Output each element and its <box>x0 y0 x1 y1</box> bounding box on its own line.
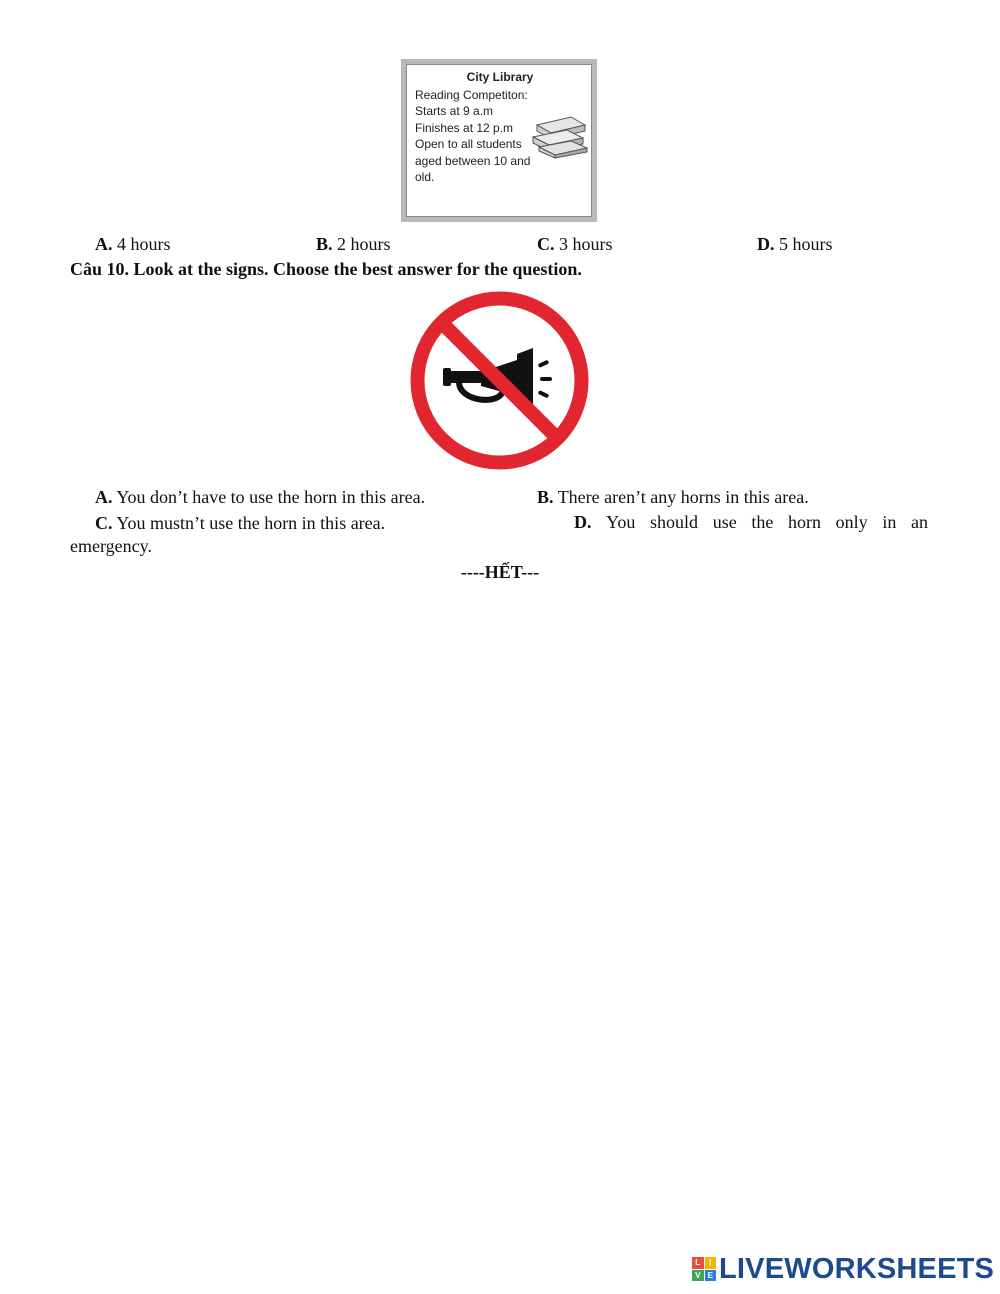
option-word: horn <box>788 512 821 532</box>
option-text: There aren’t any horns in this area. <box>553 487 809 507</box>
books-icon <box>531 113 589 159</box>
option-letter: D. <box>757 234 775 254</box>
option-letter: C. <box>95 513 113 533</box>
logo-text: LIVEWORKSHEETS <box>719 1252 995 1285</box>
q9-option-d <box>757 234 833 255</box>
option-word: should <box>650 512 699 532</box>
q9-option-a <box>95 234 171 255</box>
q10-option-d <box>574 512 928 533</box>
notice-line: Finishes at 12 p.m <box>415 120 514 135</box>
option-word: the <box>751 512 774 532</box>
option-text: You mustn’t use the horn in this area. <box>112 513 386 533</box>
option-word: an <box>911 512 928 532</box>
option-text: 5 hours <box>774 234 833 254</box>
end-mark: ----HẾT--- <box>460 562 540 582</box>
notice-title: City Library <box>466 70 534 84</box>
option-text: 3 hours <box>554 234 613 254</box>
q10-option-c <box>95 513 385 534</box>
option-letter: C. <box>537 234 555 254</box>
logo-mark-letter: E <box>705 1270 717 1282</box>
option-word: only <box>835 512 868 532</box>
notice-line: Starts at 9 a.m <box>415 104 494 118</box>
option-text: 4 hours <box>112 234 171 254</box>
liveworksheets-logo <box>692 1254 994 1284</box>
option-word: in <box>882 512 897 532</box>
library-notice-card <box>406 64 592 217</box>
no-horn-sign-icon <box>409 290 590 471</box>
option-text: 2 hours <box>332 234 391 254</box>
q10-option-b <box>537 487 809 508</box>
option-word: You <box>606 512 636 532</box>
logo-mark-icon <box>692 1257 716 1281</box>
logo-mark-letter: I <box>705 1257 717 1269</box>
q9-option-c <box>537 234 613 255</box>
option-letter: A. <box>95 487 113 507</box>
option-letter: A. <box>95 234 113 254</box>
notice-line: old. <box>415 170 435 184</box>
option-word: use <box>712 512 737 532</box>
option-text: You don’t have to use the horn in this area. <box>112 487 426 507</box>
option-letter: B. <box>537 487 554 507</box>
library-notice-image <box>401 59 597 222</box>
option-letter: B. <box>316 234 333 254</box>
notice-line: Reading Competiton: <box>415 87 528 102</box>
q9-option-b <box>316 234 391 255</box>
question-10-title: Câu 10. Look at the signs. Choose the best answer for the question. <box>70 259 582 279</box>
logo-mark-letter: L <box>692 1257 704 1269</box>
q10-option-d-continuation: emergency. <box>70 536 152 556</box>
q10-option-a <box>95 487 425 508</box>
logo-mark-letter: V <box>692 1270 704 1282</box>
notice-line: Open to all students <box>415 137 522 151</box>
option-letter: D. <box>574 512 592 532</box>
notice-line: aged between 10 and <box>415 153 531 168</box>
